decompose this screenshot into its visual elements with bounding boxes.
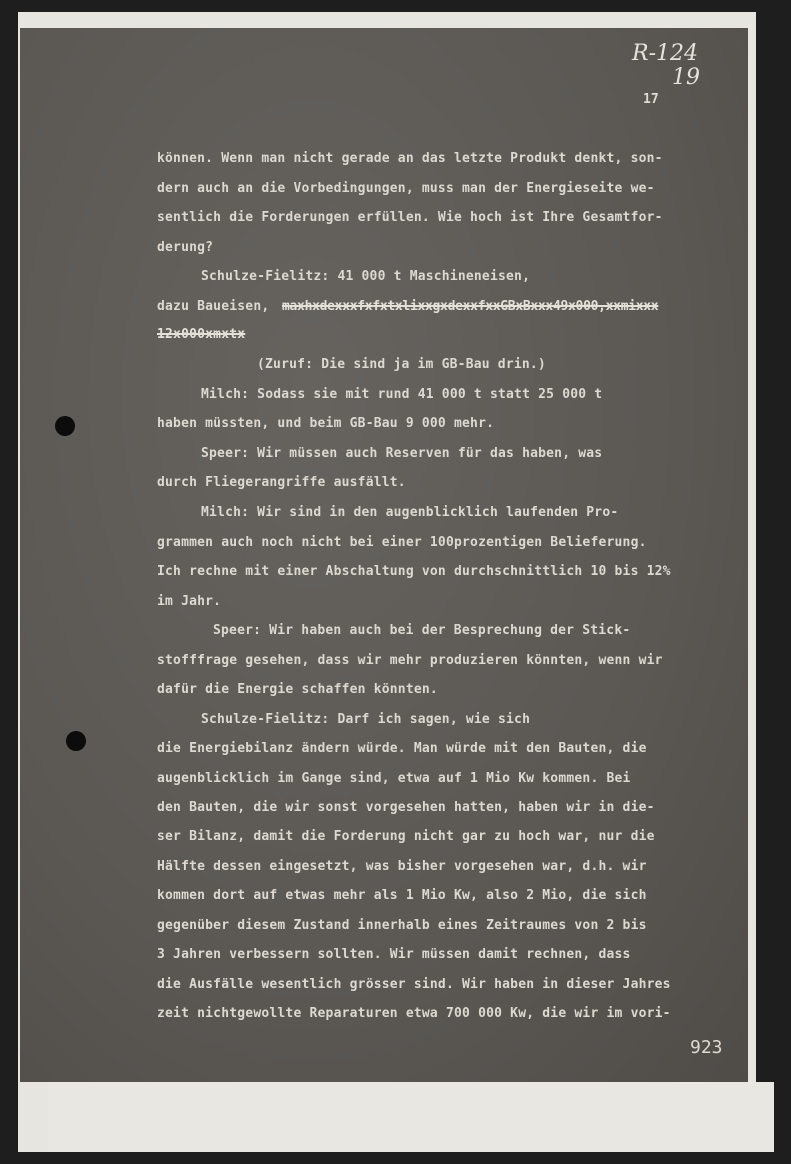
text-line: im Jahr.: [157, 594, 222, 609]
text-line: zeit nichtgewollte Reparaturen etwa 700 000 Kw, die wir im vori-: [157, 1006, 671, 1021]
speaker-line: Schulze-Fielitz: Darf ich sagen, wie sich: [201, 712, 531, 727]
speaker-line: Milch: Wir sind in den augenblicklich laufenden Pro-: [201, 505, 619, 520]
text-line: dafür die Energie schaffen könnten.: [157, 682, 438, 697]
archive-mark-number: 19: [672, 65, 700, 90]
text-line: durch Fliegerangriffe ausfällt.: [157, 475, 406, 490]
text-line: Hälfte dessen eingesetzt, was bisher vorgesehen war, d.h. wir: [157, 859, 647, 874]
text-line: dern auch an die Vorbedingungen, muss man der Energieseite we-: [157, 181, 655, 196]
text-line: kommen dort auf etwas mehr als 1 Mio Kw, also 2 Mio, die sich: [157, 888, 647, 903]
struck-text: 12x000xmxtx: [157, 327, 246, 342]
interjection-line: (Zuruf: Die sind ja im GB-Bau drin.): [257, 357, 546, 372]
struck-text: maxhxdexxxfxfxtxlixxgxdexxfxxGBxBxxx49x000,xxmixxx: [282, 299, 659, 314]
text-line: gegenüber diesem Zustand innerhalb eines Zeitraumes von 2 bis: [157, 918, 647, 933]
text-line: stofffrage gesehen, dass wir mehr produzieren könnten, wenn wir: [157, 653, 663, 668]
speaker-line: Milch: Sodass sie mit rund 41 000 t statt 25 000 t: [201, 387, 603, 402]
text-line: dazu Baueisen,: [157, 299, 270, 314]
footer-folio-number: 923: [690, 1037, 723, 1058]
text-line: ser Bilanz, damit die Forderung nicht gar zu hoch war, nur die: [157, 829, 655, 844]
text-line: grammen auch noch nicht bei einer 100prozentigen Belieferung.: [157, 535, 647, 550]
page-number: 17: [643, 92, 659, 107]
text-line: haben müssten, und beim GB-Bau 9 000 mehr.: [157, 416, 495, 431]
text-line: können. Wenn man nicht gerade an das letzte Produkt denkt, son-: [157, 151, 663, 166]
speaker-line: Speer: Wir müssen auch Reserven für das haben, was: [201, 446, 603, 461]
text-line: den Bauten, die wir sonst vorgesehen hatten, haben wir in die-: [157, 800, 655, 815]
speaker-line: Schulze-Fielitz: 41 000 t Maschineneisen,: [201, 269, 531, 284]
text-line: Ich rechne mit einer Abschaltung von durchschnittlich 10 bis 12%: [157, 564, 671, 579]
text-line: sentlich die Forderungen erfüllen. Wie hoch ist Ihre Gesamtfor-: [157, 210, 663, 225]
text-line: 3 Jahren verbessern sollten. Wir müssen damit rechnen, dass: [157, 947, 631, 962]
archive-mark-code: R-124: [632, 41, 698, 66]
text-line: augenblicklich im Gange sind, etwa auf 1 Mio Kw kommen. Bei: [157, 771, 631, 786]
text-line: die Ausfälle wesentlich grösser sind. Wir haben in dieser Jahres: [157, 977, 671, 992]
text-line: derung?: [157, 240, 214, 255]
speaker-line: Speer: Wir haben auch bei der Besprechung der Stick-: [213, 623, 631, 638]
text-line: die Energiebilanz ändern würde. Man würde mit den Bauten, die: [157, 741, 647, 756]
